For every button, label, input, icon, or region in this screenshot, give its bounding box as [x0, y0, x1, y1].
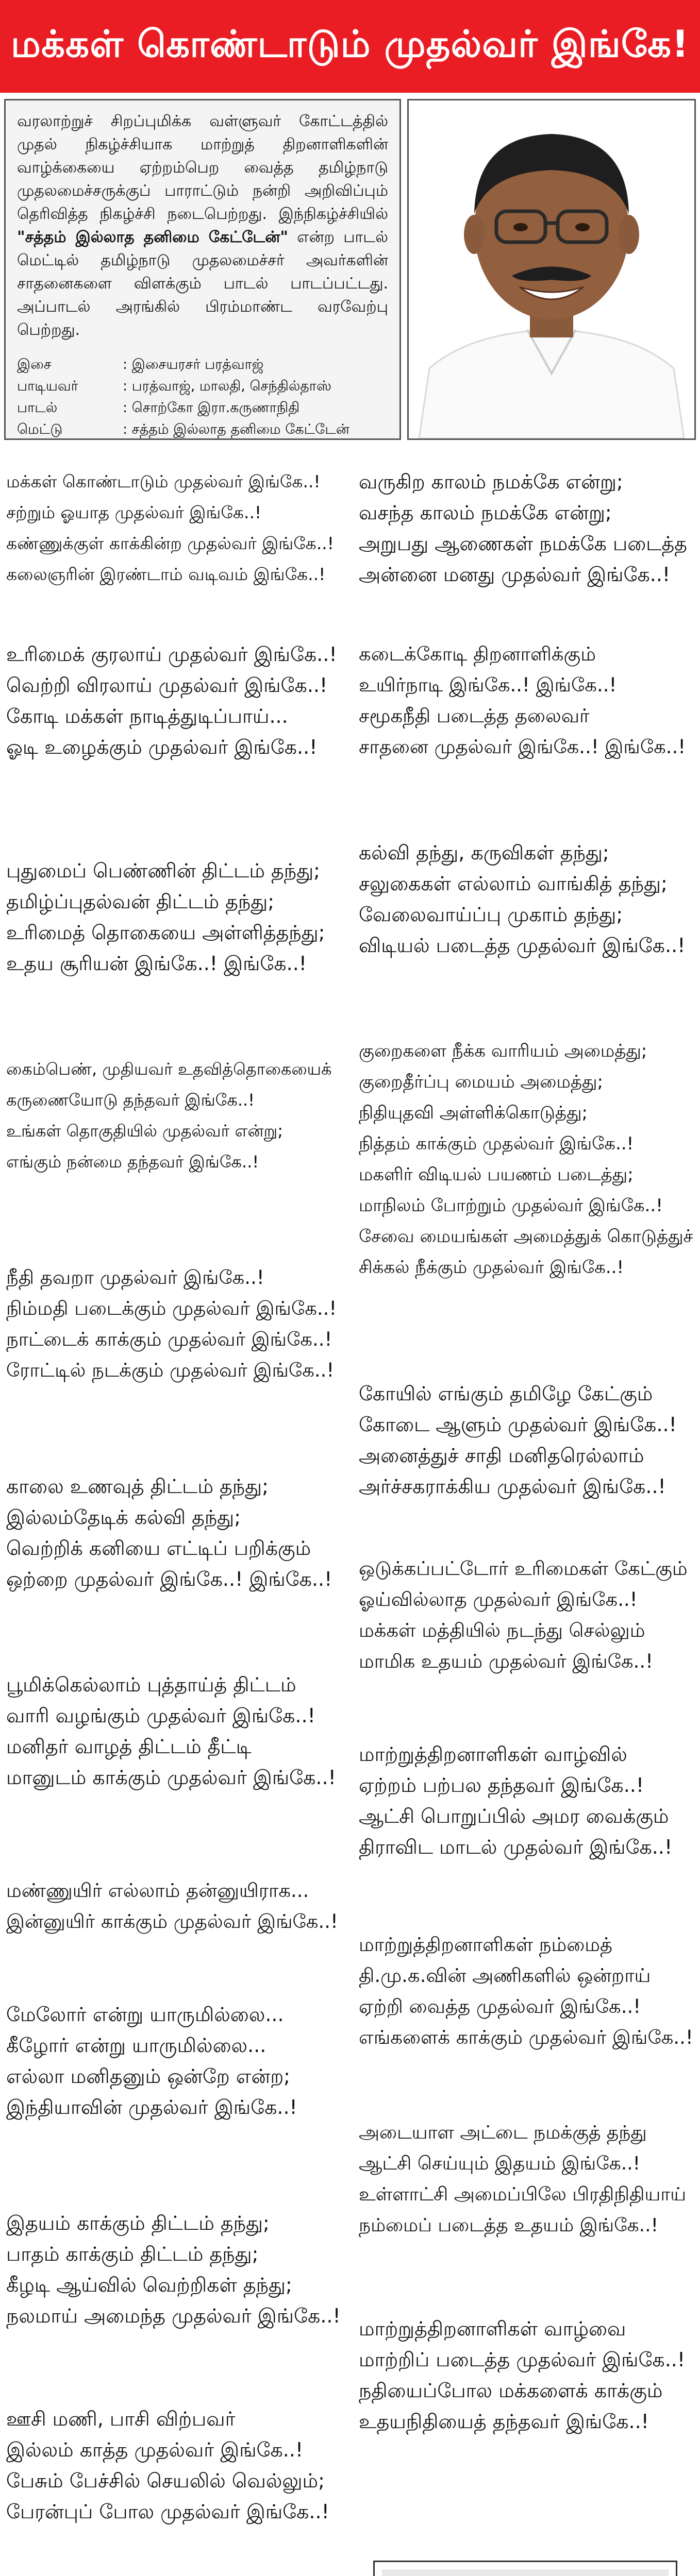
- poem-line: சற்றும் ஓயாத முதல்வர் இங்கே..!: [6, 502, 262, 522]
- poem-line: உதய சூரியன் இங்கே..! இங்கே..!: [6, 952, 307, 975]
- poem-stanza: [6, 1262, 337, 1386]
- poem-stanza: [359, 2313, 685, 2437]
- intro-paragraph: [17, 110, 388, 342]
- poem-line: விடியல் படைத்த முதல்வர் இங்கே..!: [359, 934, 686, 957]
- poem-stanza: [6, 1669, 336, 1793]
- poem-line: கண்ணுக்குள் காக்கின்ற முதல்வர் இங்கே..!: [6, 533, 334, 553]
- poem-line: நிதியுதவி அள்ளிக்கொடுத்து;: [359, 1103, 588, 1123]
- poem-line: நம்மைப் படைத்த உதயம் இங்கே..!: [359, 2215, 659, 2236]
- poem-line: கல்வி தந்து, கருவிகள் தந்து;: [359, 841, 609, 864]
- poem-line: ரோட்டில் நடக்கும் முதல்வர் இங்கே..!: [6, 1359, 335, 1381]
- poem-line: சேவை மையங்கள் அமைத்துக் கொடுத்துச்: [359, 1226, 693, 1247]
- poem-stanza: [6, 639, 337, 762]
- poem-line: நாட்டைக் காக்கும் முதல்வர் இங்கே..!: [6, 1328, 332, 1350]
- poem-line: அடையாள அட்டை நமக்குத் தந்து: [359, 2122, 647, 2143]
- poem-stanza: [359, 1929, 693, 2053]
- poem-line: உயிர்நாடி இங்கே..! இங்கே..!: [359, 674, 617, 696]
- poem-line: சலுகைகள் எல்லாம் வாங்கித் தந்து;: [359, 872, 668, 895]
- poem-line: மாற்றுத்திறனாளிகள் வாழ்வை: [359, 2317, 626, 2340]
- poem-line: மாற்றுத்திறனாளிகள் வாழ்வில்: [359, 1743, 627, 1766]
- poem-line: மாற்றிப் படைத்த முதல்வர் இங்கே..!: [359, 2348, 686, 2371]
- headline-banner: [0, 0, 700, 93]
- poem-line: மக்கள் மத்தியில் நடந்து செல்லும்: [359, 1619, 645, 1641]
- poem-line: மகளிர் விடியல் பயணம் படைத்து;: [359, 1164, 634, 1185]
- poem-line: ஆட்சி பொறுப்பில் அமர வைக்கும்: [359, 1805, 669, 1827]
- chief-minister-photo: [407, 99, 696, 440]
- poem-line: கீழோர் என்று யாருமில்லை...: [6, 2034, 266, 2057]
- credit-value: : சொற்கோ இரா.கருணாநிதி: [123, 400, 300, 416]
- poem-line: ஒடுக்கப்பட்டோர் உரிமைகள் கேட்கும்: [359, 1557, 688, 1580]
- poem-line: பாதம் காக்கும் திட்டம் தந்து;: [6, 2243, 259, 2265]
- poem-line: மாநிலம் போற்றும் முதல்வர் இங்கே..!: [359, 1195, 663, 1216]
- credits-list: [17, 354, 388, 440]
- poem-line: மண்ணுயிர் எல்லாம் தன்னுயிராக...: [6, 1879, 309, 1902]
- credit-value: : சத்தம் இல்லாத தனிமை கேட்டேன்: [123, 421, 349, 437]
- poem-line: நிம்மதி படைக்கும் முதல்வர் இங்கே..!: [6, 1297, 337, 1319]
- portrait-illustration: [409, 100, 694, 438]
- poem-line: ஏற்றி வைத்த முதல்வர் இங்கே..!: [359, 1995, 641, 2018]
- poem-line: வெற்றிக் கனியை எட்டிப் பறிக்கும்: [6, 1537, 311, 1560]
- poem-line: கலைஞரின் இரண்டாம் வடிவம் இங்கே..!: [6, 564, 326, 584]
- poem-line: குறைதீர்ப்பு மையம் அமைத்து;: [359, 1072, 603, 1092]
- poem-line: பேசும் பேச்சில் செயலில் வெல்லும்;: [6, 2469, 325, 2492]
- credit-row: [17, 419, 388, 440]
- poem-line: சிக்கல் நீக்கும் முதல்வர் இங்கே..!: [359, 1257, 624, 1278]
- credit-label: இசை: [17, 357, 52, 372]
- poem-stanza: [359, 2117, 686, 2241]
- poem-line: உரிமைக் குரலாய் முதல்வர் இங்கே..!: [6, 643, 337, 666]
- poem-line: கீழடி ஆய்வில் வெற்றிகள் தந்து;: [6, 2274, 292, 2296]
- author-photo: [382, 2569, 669, 2576]
- poem-line: ஏற்றம் பற்பல தந்தவர் இங்கே..!: [359, 1774, 644, 1797]
- poem-line: எங்களைக் காக்கும் முதல்வர் இங்கே..!: [359, 2026, 693, 2048]
- poem-stanza: [6, 1999, 297, 2123]
- poem-line: எல்லா மனிதனும் ஒன்றே என்ற;: [6, 2065, 290, 2088]
- poem-line: ஓடி உழைக்கும் முதல்வர் இங்கே..!: [6, 736, 318, 758]
- poem-line: காலை உணவுத் திட்டம் தந்து;: [6, 1475, 269, 1498]
- poem-line: கைம்பெண், முதியவர் உதவித்தொகையைக்: [6, 1059, 332, 1079]
- poem-line: தி.மு.க.வின் அணிகளில் ஒன்றாய்: [359, 1964, 651, 1987]
- credit-value: : பரத்வாஜ், மாலதி, செந்தில்தாஸ்: [123, 378, 331, 394]
- poem-line: வாரி வழங்கும் முதல்வர் இங்கே..!: [6, 1704, 315, 1727]
- poem-line: மாற்றுத்திறனாளிகள் நம்மைத்: [359, 1934, 613, 1956]
- poem-line: மேலோர் என்று யாருமில்லை...: [6, 2003, 284, 2026]
- credit-row: [17, 376, 388, 397]
- poem-stanza: [359, 466, 687, 590]
- poem-line: சமூகநீதி படைத்த தலைவர்: [359, 705, 590, 727]
- poem-stanza: [6, 466, 334, 590]
- poem-line: உங்கள் தொகுதியில் முதல்வர் என்று;: [6, 1121, 284, 1141]
- headline-title: மக்கள் கொண்டாடும் முதல்வர் இங்கே!: [11, 22, 689, 65]
- credit-label: பாடல்: [17, 400, 58, 416]
- credit-label: பாடியவர்: [17, 378, 78, 394]
- poem-stanza: [6, 2208, 341, 2331]
- poem-line: அன்னை மனது முதல்வர் இங்கே..!: [359, 563, 671, 586]
- poem-line: இதயம் காக்கும் திட்டம் தந்து;: [6, 2212, 270, 2234]
- poem-line: பேரன்புப் போல முதல்வர் இங்கே..!: [6, 2500, 329, 2523]
- poem-stanza: [6, 1054, 332, 1177]
- author-box: [373, 2561, 677, 2576]
- poem-line: அர்ச்சகராக்கிய முதல்வர் இங்கே..!: [359, 1475, 666, 1498]
- poem-line: மக்கள் கொண்டாடும் முதல்வர் இங்கே..!: [6, 471, 321, 492]
- poem-line: நலமாய் அமைந்த முதல்வர் இங்கே..!: [6, 2304, 341, 2327]
- poem-line: வசந்த காலம் நமக்கே என்று;: [359, 501, 612, 524]
- poem-line: சாதனை முதல்வர் இங்கே..! இங்கே..!: [359, 736, 686, 758]
- poem-stanza: [6, 1875, 338, 1937]
- poem-line: உரிமைத் தொகையை அள்ளித்தந்து;: [6, 921, 325, 944]
- poem-line: இல்லம் காத்த முதல்வர் இங்கே..!: [6, 2438, 304, 2461]
- poem-line: குறைகளை நீக்க வாரியம் அமைத்து;: [359, 1041, 647, 1061]
- intro-song-title: "சத்தம் இல்லாத தனிமை கேட்டேன்": [17, 228, 289, 246]
- poem-stanza: [359, 1378, 677, 1502]
- credit-label: மெட்டு: [17, 421, 63, 437]
- poem-line: நதியைப்போல மக்களைக் காக்கும்: [359, 2379, 663, 2402]
- poem-line: மனிதர் வாழத் திட்டம் தீட்டி: [6, 1735, 252, 1758]
- poem-stanza: [6, 1471, 332, 1595]
- credit-value: : இசையரசர் பரத்வாஜ்: [123, 357, 264, 372]
- poem-stanza: [6, 2403, 329, 2527]
- poem-line: ஒற்றை முதல்வர் இங்கே..! இங்கே..!: [6, 1568, 332, 1590]
- poem-line: கடைக்கோடி திறனாளிக்கும்: [359, 643, 596, 665]
- poem-line: தமிழ்ப்புதல்வன் திட்டம் தந்து;: [6, 890, 275, 913]
- poem-line: அனைத்துச் சாதி மனிதரெல்லாம்: [359, 1444, 644, 1467]
- poem-line: கோடி மக்கள் நாடித்துடிப்பாய்...: [6, 705, 288, 727]
- poem-line: கருணையோடு தந்தவர் இங்கே..!: [6, 1090, 255, 1110]
- poem-stanza: [359, 837, 685, 961]
- poem-line: ஊசி மணி, பாசி விற்பவர்: [6, 2408, 236, 2430]
- poem-line: இன்னுயிர் காக்கும் முதல்வர் இங்கே..!: [6, 1910, 338, 1933]
- poem-line: உதயநிதியைத் தந்தவர் இங்கே..!: [359, 2410, 649, 2433]
- intro-text-before: வரலாற்றுச் சிறப்புமிக்க வள்ளுவர் கோட்டத்தில் முதல் நிகழ்ச்சியாக மாற்றுத் திறனாளிகளின் வாழ்க்கையை ஏற்றம்பெற வைத்த தமிழ்நாடு முதலமைச்சருக்குப் பாராட்டும் நன்றி அறிவிப்பும் தெரிவித்த நிகழ்ச்சி நடைபெற்றது. இந்நிகழ்ச்சியில்: [17, 112, 388, 223]
- poem-stanza: [359, 1036, 693, 1283]
- poem-line: மானுடம் காக்கும் முதல்வர் இங்கே..!: [6, 1766, 336, 1789]
- credit-row: [17, 354, 388, 376]
- poem-stanza: [6, 855, 325, 979]
- credit-row: [17, 397, 388, 419]
- poem-stanza: [359, 1553, 688, 1677]
- author-portrait-illustration: [382, 2569, 669, 2576]
- poem-line: கோடை ஆளும் முதல்வர் இங்கே..!: [359, 1413, 677, 1436]
- poem-line: மாமிக உதயம் முதல்வர் இங்கே..!: [359, 1650, 653, 1672]
- poem-line: நீதி தவறா முதல்வர் இங்கே..!: [6, 1266, 264, 1289]
- poem-line: ஓய்வில்லாத முதல்வர் இங்கே..!: [359, 1588, 638, 1611]
- poem-line: வெற்றி விரலாய் முதல்வர் இங்கே..!: [6, 674, 328, 697]
- poem-stanza: [359, 1739, 672, 1862]
- intro-box: [4, 99, 401, 440]
- poem-line: திராவிட மாடல் முதல்வர் இங்கே..!: [359, 1836, 673, 1858]
- poem-line: ஆட்சி செய்யும் இதயம் இங்கே..!: [359, 2153, 641, 2174]
- poem-line: இந்தியாவின் முதல்வர் இங்கே..!: [6, 2096, 297, 2119]
- poem-line: பூமிக்கெல்லாம் புத்தாய்த் திட்டம்: [6, 1673, 296, 1696]
- poem-line: இல்லம்தேடிக் கல்வி தந்து;: [6, 1506, 241, 1529]
- intro-text-after: என்ற பாடல் மெட்டில் தமிழ்நாடு முதலமைச்சர் அவர்களின் சாதனைகளை விளக்கும் பாடல் பாடப்பட்டது. அப்பாடல் அரங்கில் பிரம்மாண்ட வரவேற்பு பெற்றது.: [17, 228, 389, 339]
- poem-line: வருகிற காலம் நமக்கே என்று;: [359, 470, 623, 493]
- poem-line: நித்தம் காக்கும் முதல்வர் இங்கே..!: [359, 1133, 634, 1154]
- poem-line: உள்ளாட்சி அமைப்பிலே பிரதிநிதியாய்: [359, 2184, 687, 2205]
- poem-line: அறுபது ஆணைகள் நமக்கே படைத்த: [359, 532, 687, 555]
- poem-line: எங்கும் நன்மை தந்தவர் இங்கே..!: [6, 1152, 259, 1172]
- poem-line: புதுமைப் பெண்ணின் திட்டம் தந்து;: [6, 859, 320, 882]
- poem-stanza: [359, 639, 686, 762]
- poem-line: கோயில் எங்கும் தமிழே கேட்கும்: [359, 1382, 653, 1405]
- poem-line: வேலைவாய்ப்பு முகாம் தந்து;: [359, 903, 623, 926]
